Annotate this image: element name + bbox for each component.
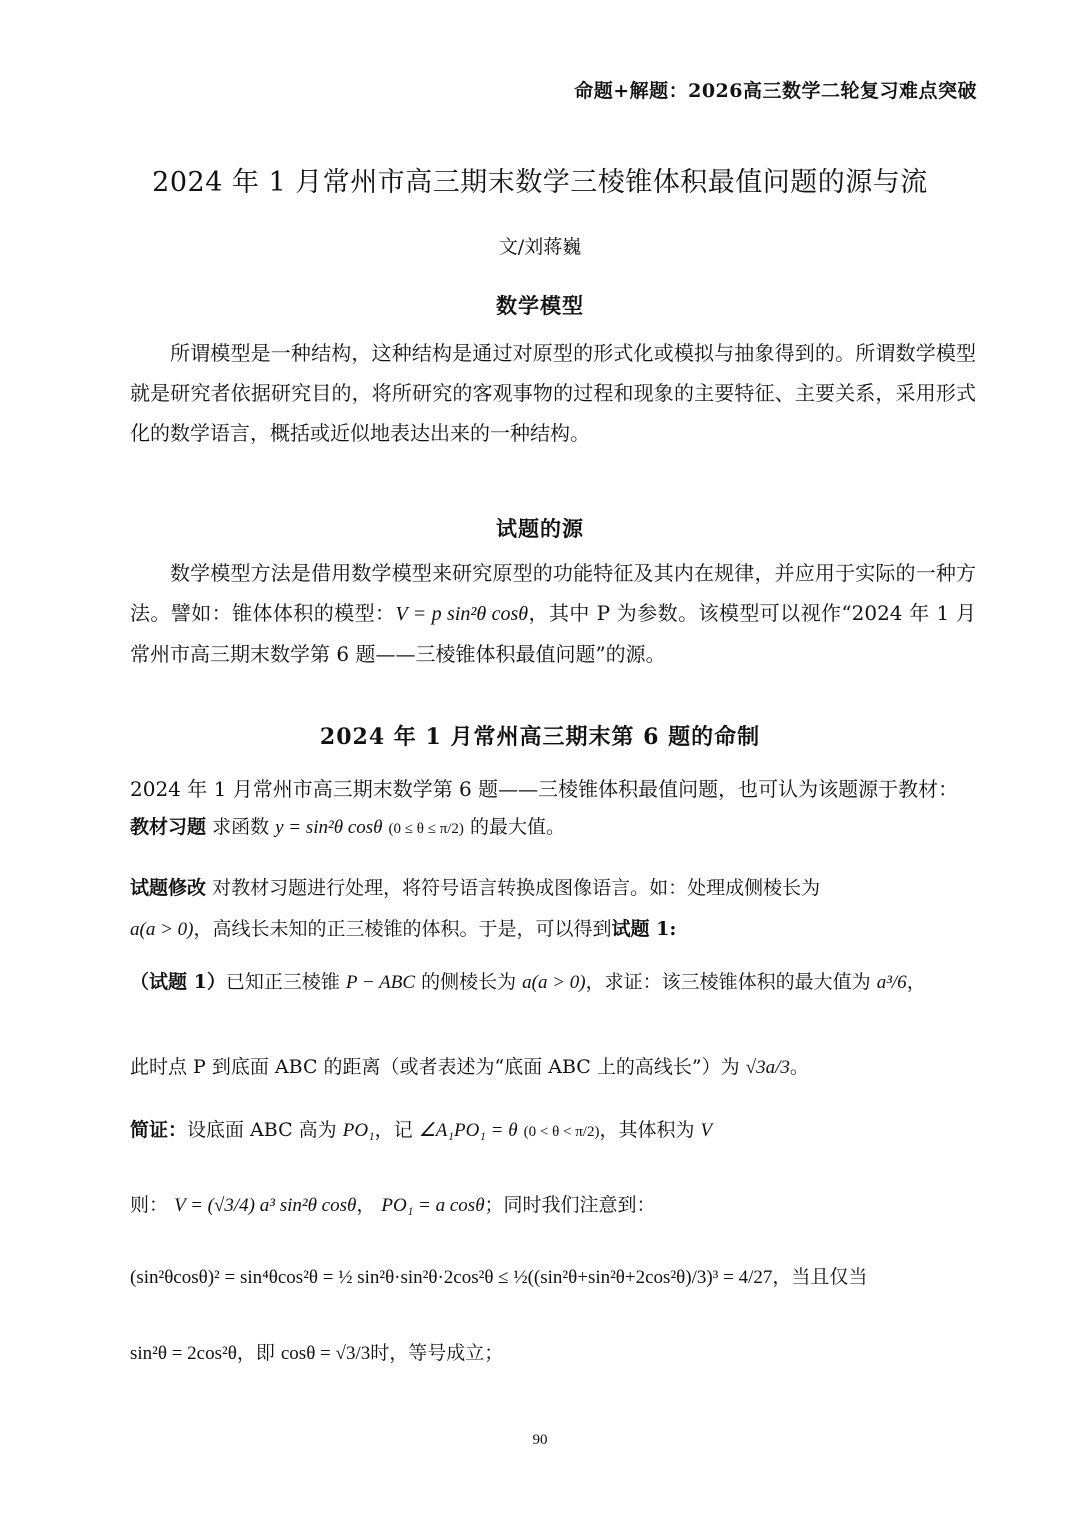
modify-line-2: [130, 914, 980, 941]
textbook-text-2: 的最大值。: [469, 816, 565, 838]
section-heading-model: 数学模型: [496, 293, 584, 318]
textbook-exercise: [130, 812, 980, 839]
textbook-condition: (0 ≤ θ ≤ π/2): [388, 821, 464, 837]
author-line: 文/刘蒋巍: [498, 236, 582, 258]
question-label: （试题 1）: [130, 971, 226, 993]
question-distance: √3a/3: [745, 1057, 790, 1078]
then-label: 则：: [130, 1194, 169, 1216]
section-heading-source: 试题的源: [496, 516, 584, 541]
modify-line-1: [130, 873, 980, 900]
volume-model-formula: V = p sin²θ cosθ: [395, 603, 529, 625]
question-max-volume: a³/6: [876, 972, 907, 993]
proof-text-1: 设底面 ABC 高为: [187, 1119, 337, 1141]
proof-then-line: 则： V = (√3/4) a³ sin²θ cosθ， PO₁ = a cosθ；同时我们注意到：: [130, 1194, 656, 1216]
proof-po: PO₁: [342, 1120, 375, 1141]
then-text: ；同时我们注意到：: [484, 1194, 656, 1216]
equality-line: [130, 1338, 980, 1365]
proof-angle-condition: (0 < θ < π/2): [523, 1124, 600, 1140]
page-number: 90: [532, 1432, 548, 1448]
equality-text-2: 时，等号成立；: [370, 1342, 504, 1364]
question-condition: a(a > 0): [522, 972, 586, 993]
modify-text: 对教材习题进行处理，将符号语言转换成图像语言。如：处理成侧棱长为: [212, 877, 821, 899]
inequality-line: [130, 1262, 980, 1289]
inequality-formula: (sin²θcosθ)² = sin⁴θcos²θ = ½ sin²θ·sin²θ·2cos²θ ≤ ½((sin²θ+sin²θ+2cos²θ)/3)³ = 4/27: [130, 1267, 773, 1288]
running-header: 命题+解题：2026高三数学二轮复习难点突破: [574, 80, 977, 102]
proof-volume-symbol: V: [700, 1120, 713, 1141]
textbook-formula: y = sin²θ cosθ: [275, 817, 383, 838]
question-text-2: 的侧棱长为: [421, 971, 517, 993]
question-text-3: ，求证：该三棱锥体积的最大值为: [585, 971, 871, 993]
proof-line-1: [130, 1115, 980, 1142]
proof-text-2: ，记: [374, 1119, 413, 1141]
textbook-label: 教材习题: [130, 816, 207, 838]
then-po-formula: PO₁ = a cosθ: [381, 1195, 485, 1216]
question-1-line-1: （试题 1）已知正三棱锥 P − ABC 的侧棱长为 a(a > 0)，求证：该三棱锥体积的最大值为 a³/6，: [130, 971, 926, 993]
textbook-text-1: 求函数: [212, 816, 270, 838]
source-paragraph: [130, 553, 976, 674]
question-text-1: 已知正三棱锥: [225, 971, 340, 993]
question-1-line-2: [130, 1052, 980, 1079]
source-text-before: 数学模型方法是借用数学模型来研究原型的功能特征及其内在规律，并应用于实际的一种方法。譬如：锥体体积的模型：: [130, 561, 976, 625]
proof-label: 简证：: [130, 1119, 188, 1141]
equality-cos: cosθ = √3/3: [280, 1343, 371, 1364]
proof-text-3: ，其体积为: [599, 1119, 695, 1141]
making-intro: 2024 年 1 月常州市高三期末数学第 6 题——三棱锥体积最值问题，也可认为该题源于教材：: [130, 777, 959, 801]
source-text-after: ，其中 P 为参数。该模型可以视作“2024 年 1 月常州市高三期末数学第 6 题——三棱锥体积最值问题”的源。: [130, 601, 977, 666]
question-line2-text: 此时点 P 到底面 ABC 的距离（或者表述为“底面 ABC 上的高线长”）为: [130, 1056, 740, 1078]
section-heading-making: 2024 年 1 月常州高三期末第 6 题的命制: [319, 724, 761, 750]
modify-text-2: ，高线长未知的正三棱锥的体积。于是，可以得到: [193, 918, 612, 940]
equality-text-1: ，即: [236, 1342, 275, 1364]
modify-condition: a(a > 0): [130, 919, 194, 940]
question-line2-end: 。: [789, 1056, 809, 1078]
equality-formula: sin²θ = 2cos²θ: [130, 1343, 237, 1364]
question-pyramid: P − ABC: [345, 972, 416, 993]
modify-tail: 试题 1:: [611, 918, 677, 940]
then-volume-formula: V = (√3/4) a³ sin²θ cosθ: [174, 1195, 357, 1216]
inequality-text: ，当且仅当: [772, 1266, 868, 1288]
proof-angle: ∠A₁PO₁ = θ: [418, 1120, 518, 1141]
model-paragraph: 所谓模型是一种结构，这种结构是通过对原型的形式化或模拟与抽象得到的。所谓数学模型就是研究者依据研究目的，将所研究的客观事物的过程和现象的主要特征、主要关系，采用形式化的数学语言，概括或近似地表达出来的一种结构。: [130, 341, 976, 445]
article-title: 2024 年 1 月常州市高三期末数学三棱锥体积最值问题的源与流: [152, 167, 928, 198]
modify-label: 试题修改: [130, 877, 207, 899]
